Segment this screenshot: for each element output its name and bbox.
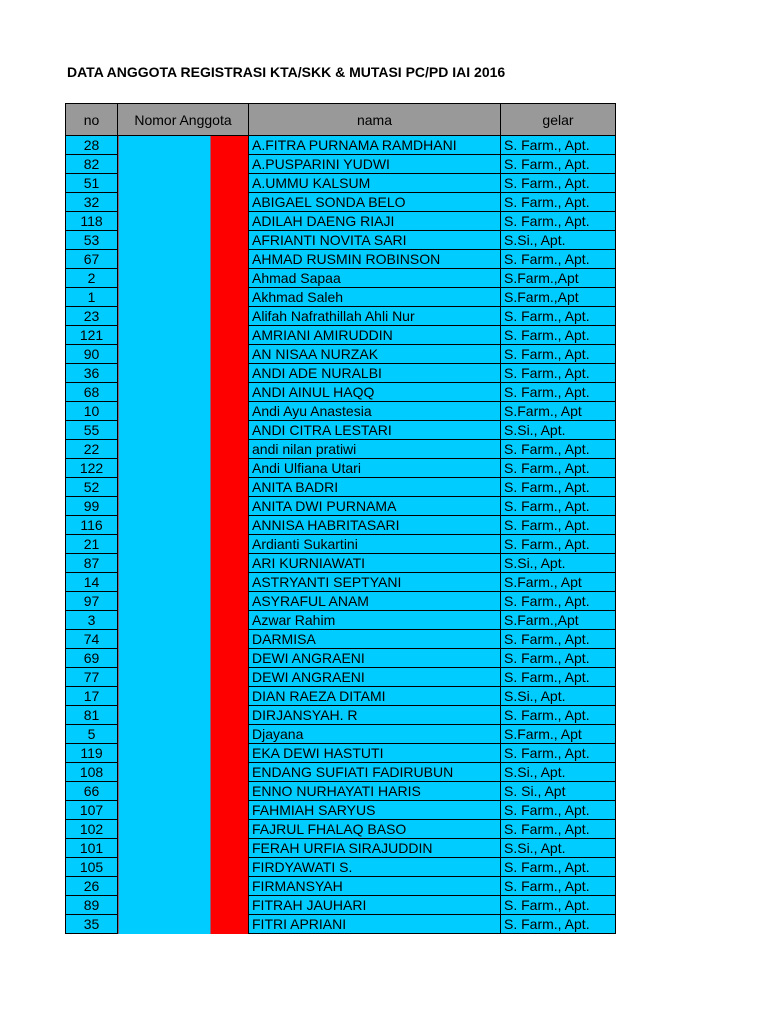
cell-no: 105 <box>66 858 118 877</box>
cell-nomor-anggota-redacted <box>118 364 249 383</box>
table-row <box>66 592 616 611</box>
table-row <box>66 174 616 193</box>
cell-gelar: S. Farm., Apt. <box>501 744 616 763</box>
cell-gelar: S. Farm., Apt. <box>501 307 616 326</box>
cell-no: 89 <box>66 896 118 915</box>
cell-nomor-anggota-redacted <box>118 421 249 440</box>
column-header-nama: nama <box>249 104 501 136</box>
cell-no: 5 <box>66 725 118 744</box>
cell-nama: FERAH URFIA SIRAJUDDIN <box>249 839 501 858</box>
document-title: DATA ANGGOTA REGISTRASI KTA/SKK & MUTASI PC/PD IAI 2016 <box>67 64 506 80</box>
cell-no: 14 <box>66 573 118 592</box>
cell-nama: Azwar Rahim <box>249 611 501 630</box>
cell-no: 3 <box>66 611 118 630</box>
member-table <box>65 103 616 934</box>
table-row <box>66 687 616 706</box>
cell-no: 1 <box>66 288 118 307</box>
table-row <box>66 269 616 288</box>
cell-nama: ADILAH DAENG RIAJI <box>249 212 501 231</box>
cell-no: 81 <box>66 706 118 725</box>
cell-nomor-anggota-redacted <box>118 725 249 744</box>
cell-gelar: S. Farm., Apt. <box>501 877 616 896</box>
table-row <box>66 231 616 250</box>
table-row <box>66 307 616 326</box>
cell-nomor-anggota-redacted <box>118 763 249 782</box>
table-row <box>66 554 616 573</box>
cell-gelar: S.Si., Apt. <box>501 839 616 858</box>
cell-gelar: S. Farm., Apt. <box>501 155 616 174</box>
cell-no: 36 <box>66 364 118 383</box>
cell-nama: Ahmad Sapaa <box>249 269 501 288</box>
table-row <box>66 839 616 858</box>
cell-no: 107 <box>66 801 118 820</box>
cell-gelar: S. Farm., Apt. <box>501 440 616 459</box>
cell-nomor-anggota-redacted <box>118 820 249 839</box>
cell-gelar: S. Farm., Apt. <box>501 896 616 915</box>
cell-nama: Alifah Nafrathillah Ahli Nur <box>249 307 501 326</box>
cell-nama: ARI KURNIAWATI <box>249 554 501 573</box>
cell-gelar: S. Farm., Apt. <box>501 516 616 535</box>
cell-nama: AN NISAA NURZAK <box>249 345 501 364</box>
cell-nomor-anggota-redacted <box>118 744 249 763</box>
cell-gelar: S. Farm., Apt. <box>501 212 616 231</box>
cell-nama: AMRIANI AMIRUDDIN <box>249 326 501 345</box>
cell-no: 53 <box>66 231 118 250</box>
table-row <box>66 212 616 231</box>
cell-no: 22 <box>66 440 118 459</box>
cell-nama: FITRAH JAUHARI <box>249 896 501 915</box>
cell-no: 35 <box>66 915 118 934</box>
cell-gelar: S. Farm., Apt. <box>501 250 616 269</box>
cell-no: 77 <box>66 668 118 687</box>
table-row <box>66 706 616 725</box>
cell-nama: ANDI AINUL HAQQ <box>249 383 501 402</box>
cell-gelar: S. Farm., Apt. <box>501 478 616 497</box>
table-row <box>66 915 616 934</box>
cell-no: 69 <box>66 649 118 668</box>
cell-nomor-anggota-redacted <box>118 307 249 326</box>
cell-gelar: S. Farm., Apt. <box>501 915 616 934</box>
cell-nama: ANITA DWI PURNAMA <box>249 497 501 516</box>
table-row <box>66 440 616 459</box>
cell-no: 118 <box>66 212 118 231</box>
cell-no: 28 <box>66 136 118 155</box>
cell-nama: AHMAD RUSMIN ROBINSON <box>249 250 501 269</box>
cell-no: 26 <box>66 877 118 896</box>
table-row <box>66 668 616 687</box>
cell-nama: ASYRAFUL ANAM <box>249 592 501 611</box>
cell-no: 122 <box>66 459 118 478</box>
cell-no: 97 <box>66 592 118 611</box>
cell-nama: FIRDYAWATI S. <box>249 858 501 877</box>
column-header-no: no <box>66 104 118 136</box>
cell-gelar: S. Farm., Apt. <box>501 801 616 820</box>
cell-nomor-anggota-redacted <box>118 440 249 459</box>
cell-nomor-anggota-redacted <box>118 687 249 706</box>
table-row <box>66 820 616 839</box>
table-row <box>66 877 616 896</box>
table-row <box>66 535 616 554</box>
cell-nama: DIRJANSYAH. R <box>249 706 501 725</box>
table-row <box>66 573 616 592</box>
table-row <box>66 364 616 383</box>
table-row <box>66 250 616 269</box>
cell-no: 99 <box>66 497 118 516</box>
cell-nama: ANDI CITRA LESTARI <box>249 421 501 440</box>
column-header-gelar: gelar <box>501 104 616 136</box>
cell-gelar: S. Farm., Apt. <box>501 820 616 839</box>
cell-no: 108 <box>66 763 118 782</box>
cell-nomor-anggota-redacted <box>118 554 249 573</box>
cell-gelar: S. Farm., Apt. <box>501 668 616 687</box>
cell-gelar: S.Farm.,Apt <box>501 611 616 630</box>
cell-nomor-anggota-redacted <box>118 839 249 858</box>
cell-no: 121 <box>66 326 118 345</box>
table-row <box>66 345 616 364</box>
cell-nama: ANDI ADE NURALBI <box>249 364 501 383</box>
cell-nomor-anggota-redacted <box>118 782 249 801</box>
cell-nama: ABIGAEL SONDA BELO <box>249 193 501 212</box>
cell-nama: ENNO NURHAYATI HARIS <box>249 782 501 801</box>
cell-nama: EKA DEWI HASTUTI <box>249 744 501 763</box>
table-row <box>66 763 616 782</box>
cell-no: 102 <box>66 820 118 839</box>
cell-nomor-anggota-redacted <box>118 535 249 554</box>
cell-gelar: S. Farm., Apt. <box>501 535 616 554</box>
cell-no: 17 <box>66 687 118 706</box>
cell-nomor-anggota-redacted <box>118 516 249 535</box>
cell-nomor-anggota-redacted <box>118 288 249 307</box>
cell-no: 90 <box>66 345 118 364</box>
table-row <box>66 744 616 763</box>
cell-nomor-anggota-redacted <box>118 801 249 820</box>
cell-gelar: S. Farm., Apt. <box>501 592 616 611</box>
cell-gelar: S. Farm., Apt. <box>501 174 616 193</box>
cell-nama: Djayana <box>249 725 501 744</box>
cell-nama: andi nilan pratiwi <box>249 440 501 459</box>
cell-nama: AFRIANTI NOVITA SARI <box>249 231 501 250</box>
cell-gelar: S.Si., Apt. <box>501 687 616 706</box>
cell-nomor-anggota-redacted <box>118 345 249 364</box>
cell-nama: ENDANG SUFIATI FADIRUBUN <box>249 763 501 782</box>
cell-nomor-anggota-redacted <box>118 478 249 497</box>
cell-no: 82 <box>66 155 118 174</box>
cell-gelar: S. Farm., Apt. <box>501 383 616 402</box>
cell-nomor-anggota-redacted <box>118 573 249 592</box>
cell-nama: FAJRUL FHALAQ BASO <box>249 820 501 839</box>
table-row <box>66 782 616 801</box>
table-row <box>66 421 616 440</box>
table-row <box>66 326 616 345</box>
cell-nama: ASTRYANTI SEPTYANI <box>249 573 501 592</box>
table-row <box>66 611 616 630</box>
cell-gelar: S. Farm., Apt. <box>501 706 616 725</box>
cell-gelar: S. Farm., Apt. <box>501 649 616 668</box>
cell-gelar: S. Farm., Apt. <box>501 193 616 212</box>
table-row <box>66 155 616 174</box>
cell-no: 66 <box>66 782 118 801</box>
cell-nomor-anggota-redacted <box>118 212 249 231</box>
cell-no: 52 <box>66 478 118 497</box>
cell-no: 119 <box>66 744 118 763</box>
cell-gelar: S. Si., Apt <box>501 782 616 801</box>
cell-no: 116 <box>66 516 118 535</box>
cell-no: 68 <box>66 383 118 402</box>
cell-nomor-anggota-redacted <box>118 326 249 345</box>
cell-gelar: S.Si., Apt. <box>501 421 616 440</box>
cell-no: 2 <box>66 269 118 288</box>
cell-nomor-anggota-redacted <box>118 915 249 934</box>
cell-no: 55 <box>66 421 118 440</box>
cell-nama: A.FITRA PURNAMA RAMDHANI <box>249 136 501 155</box>
table-row <box>66 497 616 516</box>
cell-nama: DARMISA <box>249 630 501 649</box>
cell-nama: Andi Ulfiana Utari <box>249 459 501 478</box>
cell-nama: FIRMANSYAH <box>249 877 501 896</box>
cell-gelar: S.Si., Apt. <box>501 231 616 250</box>
cell-gelar: S. Farm., Apt. <box>501 858 616 877</box>
cell-nomor-anggota-redacted <box>118 896 249 915</box>
cell-nomor-anggota-redacted <box>118 250 249 269</box>
cell-nama: A.PUSPARINI YUDWI <box>249 155 501 174</box>
cell-no: 21 <box>66 535 118 554</box>
cell-gelar: S. Farm., Apt. <box>501 630 616 649</box>
cell-gelar: S. Farm., Apt. <box>501 459 616 478</box>
cell-no: 23 <box>66 307 118 326</box>
cell-nomor-anggota-redacted <box>118 592 249 611</box>
cell-nama: DEWI ANGRAENI <box>249 649 501 668</box>
cell-nama: ANITA BADRI <box>249 478 501 497</box>
cell-nama: Andi Ayu Anastesia <box>249 402 501 421</box>
cell-nomor-anggota-redacted <box>118 497 249 516</box>
cell-nama: DEWI ANGRAENI <box>249 668 501 687</box>
cell-nomor-anggota-redacted <box>118 136 249 155</box>
cell-gelar: S. Farm., Apt. <box>501 364 616 383</box>
cell-nama: ANNISA HABRITASARI <box>249 516 501 535</box>
table-row <box>66 725 616 744</box>
cell-gelar: S. Farm., Apt. <box>501 497 616 516</box>
table-row <box>66 630 616 649</box>
cell-nomor-anggota-redacted <box>118 269 249 288</box>
cell-nomor-anggota-redacted <box>118 174 249 193</box>
cell-nomor-anggota-redacted <box>118 858 249 877</box>
cell-nomor-anggota-redacted <box>118 193 249 212</box>
cell-nomor-anggota-redacted <box>118 877 249 896</box>
table-header-row <box>66 104 616 136</box>
table-row <box>66 288 616 307</box>
cell-nama: FAHMIAH SARYUS <box>249 801 501 820</box>
cell-nomor-anggota-redacted <box>118 383 249 402</box>
table-row <box>66 383 616 402</box>
cell-nama: FITRI APRIANI <box>249 915 501 934</box>
cell-gelar: S.Si., Apt. <box>501 763 616 782</box>
table-row <box>66 459 616 478</box>
cell-no: 67 <box>66 250 118 269</box>
cell-no: 101 <box>66 839 118 858</box>
cell-gelar: S.Farm.,Apt <box>501 288 616 307</box>
cell-nomor-anggota-redacted <box>118 649 249 668</box>
cell-no: 10 <box>66 402 118 421</box>
cell-gelar: S.Si., Apt. <box>501 554 616 573</box>
cell-no: 87 <box>66 554 118 573</box>
table-row <box>66 136 616 155</box>
cell-nomor-anggota-redacted <box>118 155 249 174</box>
table-row <box>66 858 616 877</box>
table-body <box>66 136 616 934</box>
cell-gelar: S.Farm.,Apt <box>501 269 616 288</box>
cell-nomor-anggota-redacted <box>118 459 249 478</box>
cell-no: 32 <box>66 193 118 212</box>
table-row <box>66 478 616 497</box>
cell-gelar: S. Farm., Apt. <box>501 136 616 155</box>
cell-nama: DIAN RAEZA DITAMI <box>249 687 501 706</box>
cell-no: 51 <box>66 174 118 193</box>
cell-gelar: S.Farm., Apt <box>501 402 616 421</box>
cell-nomor-anggota-redacted <box>118 706 249 725</box>
column-header-nomor-anggota: Nomor Anggota <box>118 104 249 136</box>
cell-nomor-anggota-redacted <box>118 668 249 687</box>
cell-nama: Ardianti Sukartini <box>249 535 501 554</box>
table-row <box>66 402 616 421</box>
cell-nama: Akhmad Saleh <box>249 288 501 307</box>
table-row <box>66 896 616 915</box>
table-row <box>66 649 616 668</box>
cell-gelar: S. Farm., Apt. <box>501 326 616 345</box>
cell-nomor-anggota-redacted <box>118 611 249 630</box>
cell-gelar: S.Farm., Apt <box>501 573 616 592</box>
cell-gelar: S.Farm., Apt <box>501 725 616 744</box>
cell-nomor-anggota-redacted <box>118 231 249 250</box>
cell-gelar: S. Farm., Apt. <box>501 345 616 364</box>
table-row <box>66 516 616 535</box>
cell-nomor-anggota-redacted <box>118 630 249 649</box>
table-row <box>66 193 616 212</box>
cell-nama: A.UMMU KALSUM <box>249 174 501 193</box>
cell-no: 74 <box>66 630 118 649</box>
cell-nomor-anggota-redacted <box>118 402 249 421</box>
table-row <box>66 801 616 820</box>
